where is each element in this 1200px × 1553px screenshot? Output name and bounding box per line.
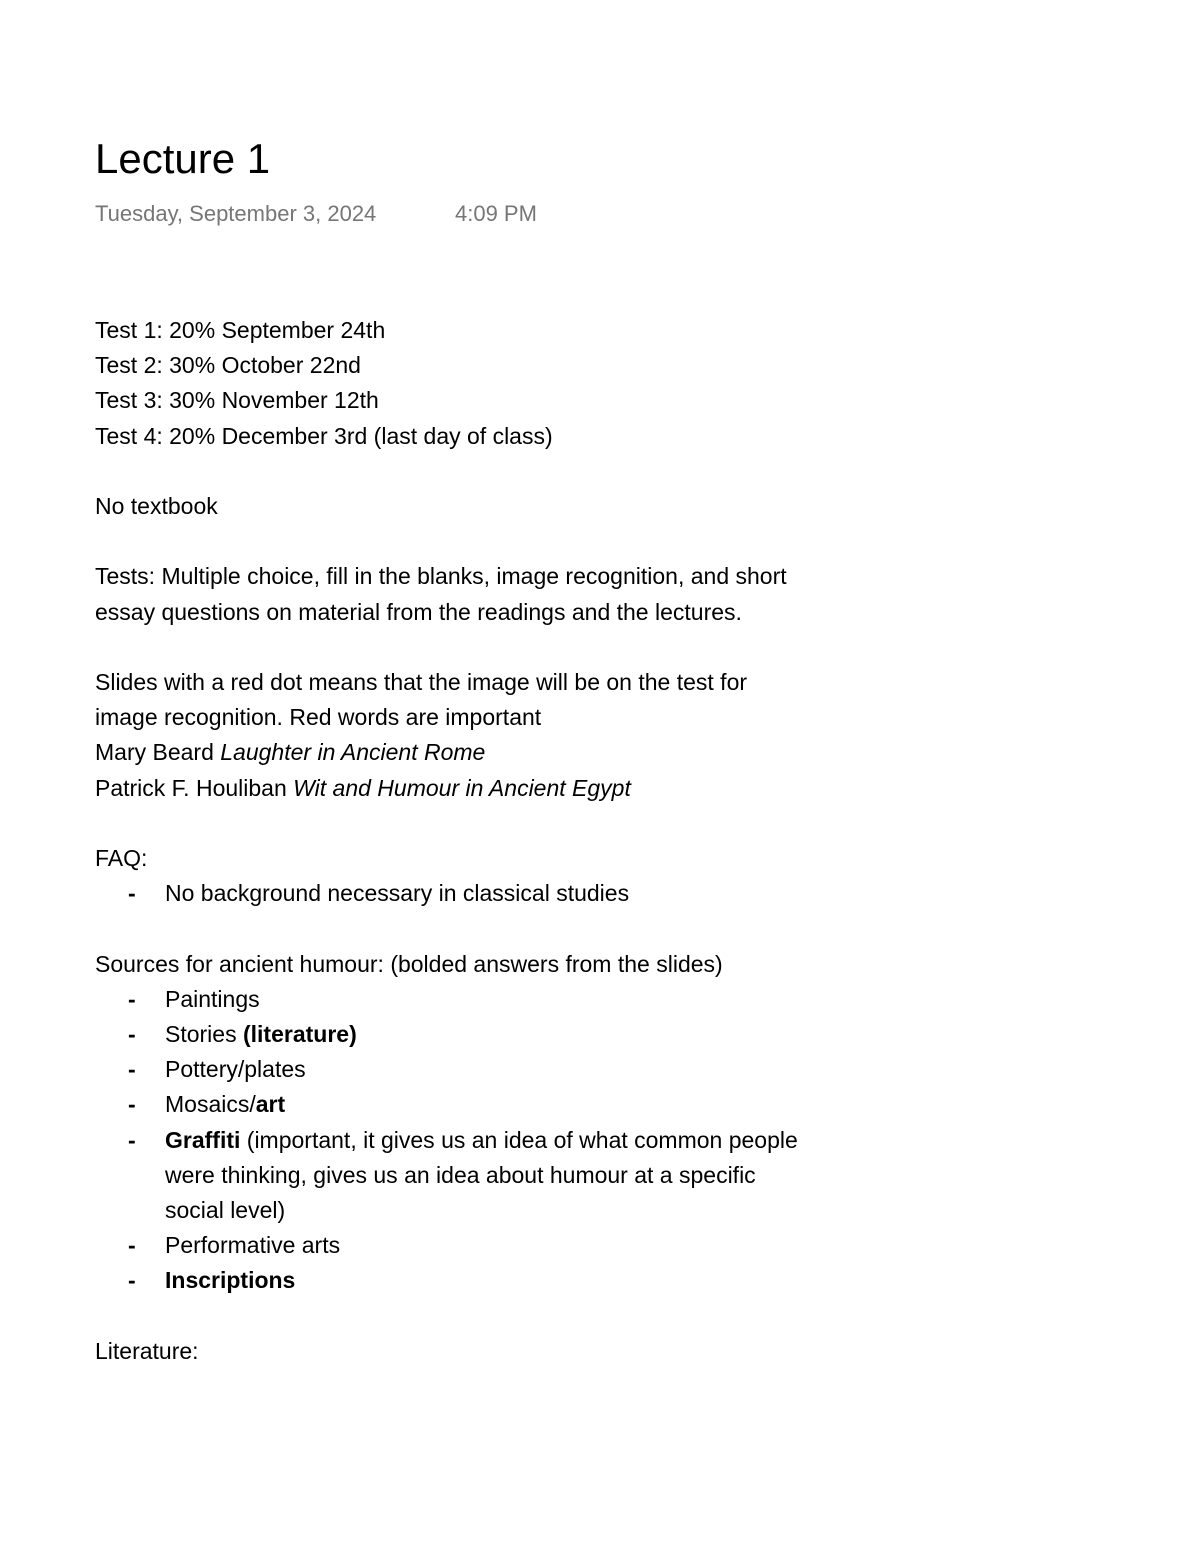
- item-text: Stories: [165, 1020, 243, 1047]
- spacer: [95, 630, 855, 665]
- spacer: [95, 911, 855, 946]
- list-item: [95, 1087, 805, 1122]
- list-item: - Paintings: [95, 982, 805, 1017]
- reading-2-title: Wit and Humour in Ancient Egypt: [293, 774, 631, 801]
- reading-1-title: Laughter in Ancient Rome: [220, 739, 486, 766]
- note-time: 4:09 PM: [455, 201, 537, 226]
- sources-heading: Sources for ancient humour: (bolded answers from the slides): [95, 950, 723, 977]
- item-bold-text: (literature): [242, 1020, 357, 1047]
- faq-heading: FAQ:: [95, 844, 148, 871]
- list-item: - Pottery/plates: [95, 1052, 805, 1087]
- page-title: Lecture 1: [95, 135, 271, 182]
- test-1-line: Test 1: 20% September 24th: [95, 317, 386, 343]
- list-item: [95, 1017, 805, 1052]
- note-timestamp: [95, 199, 537, 229]
- item-text: Mosaics/: [165, 1091, 256, 1118]
- spacer: [95, 454, 855, 489]
- list-item: - No background necessary in classical studies: [95, 876, 805, 911]
- literature-heading: Literature:: [95, 1337, 199, 1364]
- tests-format-paragraph: Tests: Multiple choice, fill in the blanks, image recognition, and short essay questions on material from the readings and the lectures.: [95, 563, 787, 625]
- test-3-line: Test 3: 30% November 12th: [95, 387, 379, 414]
- item-text: (important, it gives us an idea of what common people were thinking, gives us an idea about humour at a specific social level): [165, 1126, 798, 1223]
- test-4-line: Test 4: 20% December 3rd (last day of class): [95, 422, 553, 449]
- list-item: - Performative arts: [95, 1228, 805, 1263]
- sources-list: [95, 982, 855, 1299]
- textbook-line: No textbook: [95, 493, 218, 519]
- spacer: [95, 1299, 855, 1334]
- reading-1: [95, 735, 855, 770]
- item-bold-text: art: [255, 1091, 286, 1118]
- faq-list: [95, 876, 855, 911]
- test-2-line: Test 2: 30% October 22nd: [95, 352, 361, 379]
- note-date: Tuesday, September 3, 2024: [95, 201, 377, 226]
- reading-1-author: Mary Beard: [95, 739, 214, 766]
- spacer: [95, 524, 855, 559]
- spacer: [95, 806, 855, 841]
- slides-paragraph: Slides with a red dot means that the image will be on the test for image recognition. Red words are important: [95, 668, 748, 731]
- reading-2: [95, 771, 855, 806]
- item-bold-text: Graffiti: [165, 1126, 241, 1153]
- list-item: [95, 1123, 805, 1229]
- item-bold-text: Inscriptions: [165, 1267, 296, 1294]
- list-item: [95, 1263, 805, 1298]
- note-body: [95, 313, 855, 1369]
- reading-2-author: Patrick F. Houliban: [95, 774, 287, 801]
